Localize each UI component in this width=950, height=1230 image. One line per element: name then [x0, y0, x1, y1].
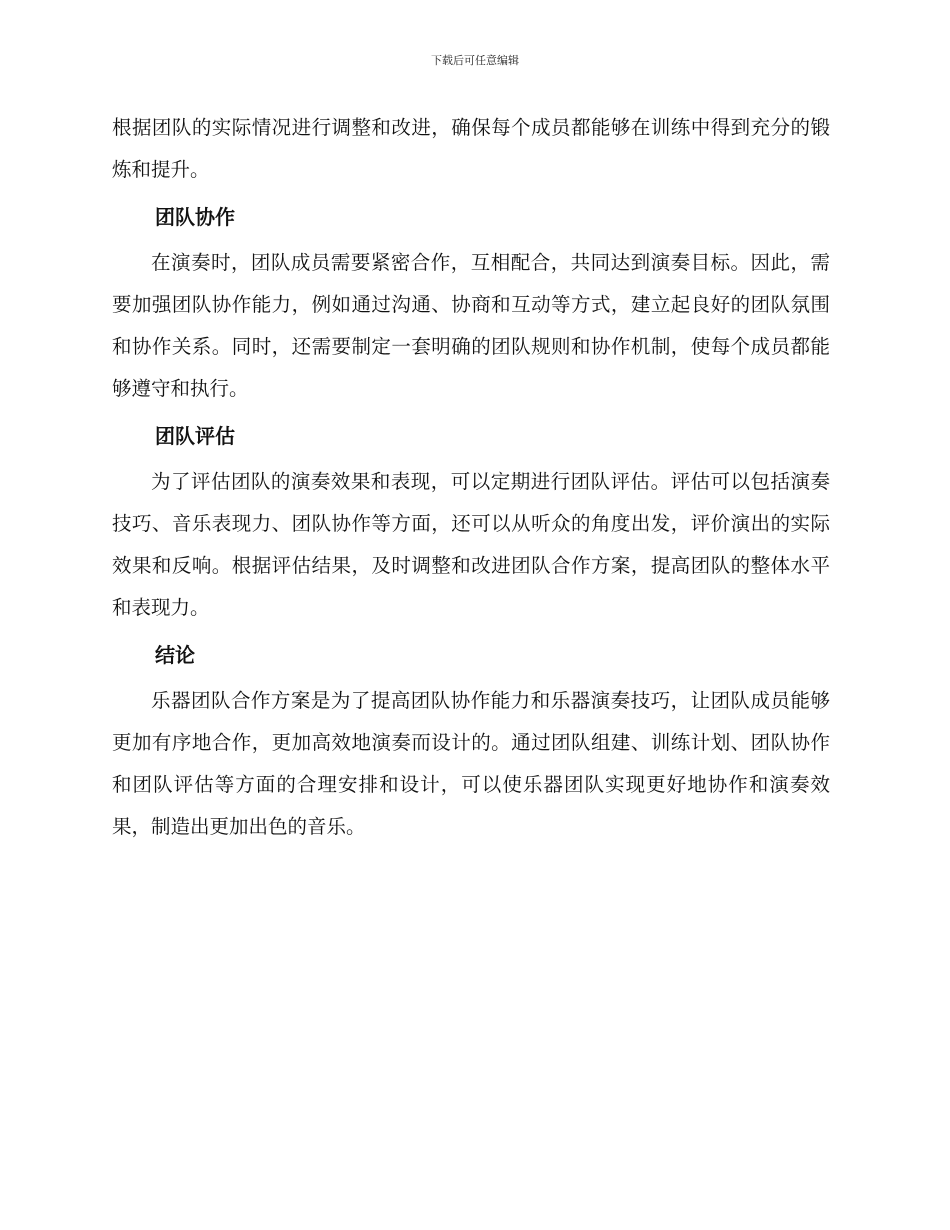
document-body: [112, 107, 830, 848]
evaluation-paragraph: 为了评估团队的演奏效果和表现，可以定期进行团队评估。评估可以包括演奏技巧、音乐表现力、团队协作等方面，还可以从听众的角度出发，评价演出的实际效果和反响。根据评估结果，及时调整和改进团队合作方案，提高团队的整体水平和表现力。: [112, 470, 830, 619]
page-header: 下载后可任意编辑: [431, 54, 519, 67]
section-heading-conclusion: 结论: [155, 643, 195, 667]
intro-paragraph: 根据团队的实际情况进行调整和改进，确保每个成员都能够在训练中得到充分的锻炼和提升。: [112, 116, 830, 181]
conclusion-paragraph: 乐器团队合作方案是为了提高团队协作能力和乐器演奏技巧，让团队成员能够更加有序地合作，更加高效地演奏而设计的。通过团队组建、训练计划、团队协作和团队评估等方面的合理安排和设计，可以使乐器团队实现更好地协作和演奏效果，制造出更加出色的音乐。: [112, 689, 830, 838]
section-heading-teamwork: 团队协作: [155, 205, 235, 229]
section-heading-evaluation: 团队评估: [155, 424, 235, 448]
teamwork-paragraph: 在演奏时，团队成员需要紧密合作，互相配合，共同达到演奏目标。因此，需要加强团队协作能力，例如通过沟通、协商和互动等方式，建立起良好的团队氛围和协作关系。同时，还需要制定一套明确的团队规则和协作机制，使每个成员都能够遵守和执行。: [112, 251, 830, 400]
